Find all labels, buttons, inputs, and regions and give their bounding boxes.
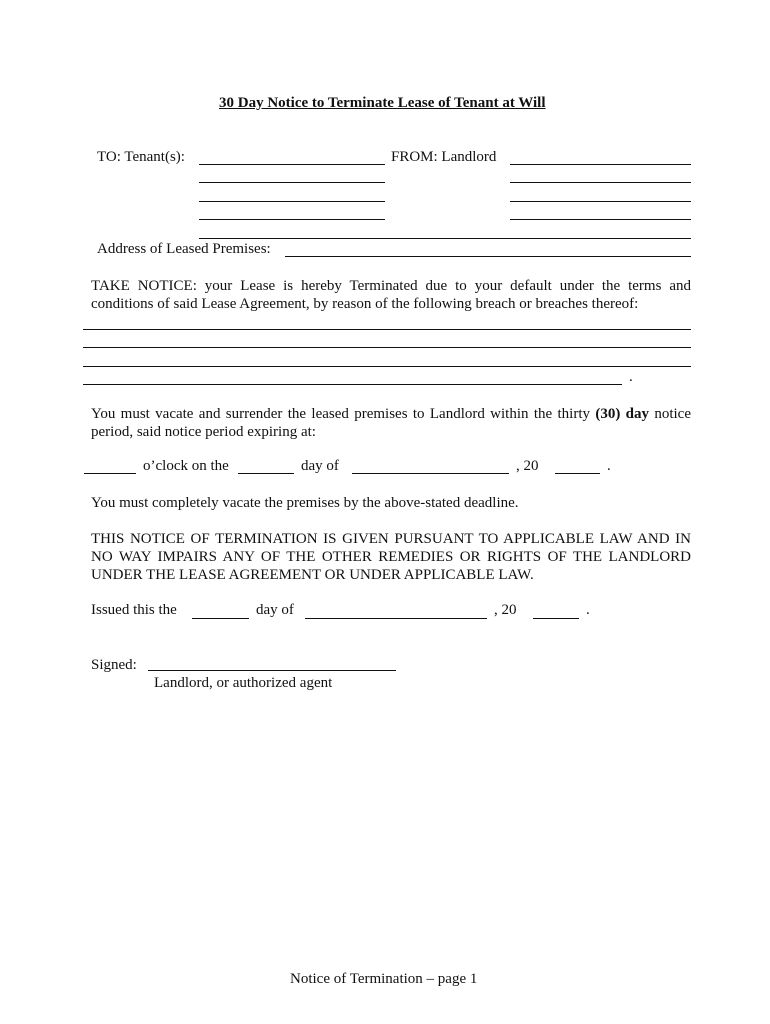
tenant-line-3[interactable] — [199, 201, 385, 202]
issued-year-blank[interactable] — [533, 618, 579, 619]
issued-month-blank[interactable] — [305, 618, 487, 619]
address-line[interactable] — [285, 256, 691, 257]
expiry-year-prefix: , 20 — [516, 458, 539, 474]
landlord-line-3[interactable] — [510, 201, 691, 202]
period-text-before: You must vacate and surrender the leased premises to Landlord within the thirty — [91, 406, 596, 422]
breach-line-1[interactable] — [83, 329, 691, 330]
issued-day-blank[interactable] — [192, 618, 249, 619]
landlord-line-2[interactable] — [510, 182, 691, 183]
from-landlord-label: FROM: Landlord — [391, 149, 497, 165]
expiry-day-blank[interactable] — [238, 473, 294, 474]
tenant-line-4[interactable] — [199, 219, 385, 220]
landlord-line-1[interactable] — [510, 164, 691, 165]
issued-label: Issued this the — [91, 602, 177, 618]
signer-caption: Landlord, or authorized agent — [154, 675, 333, 691]
issued-period: . — [586, 602, 590, 618]
to-tenant-label: TO: Tenant(s): — [97, 149, 185, 165]
deadline-paragraph: You must completely vacate the premises by the above-stated deadline. — [91, 495, 519, 511]
landlord-line-4[interactable] — [510, 219, 691, 220]
tenant-line-2[interactable] — [199, 182, 385, 183]
address-label: Address of Leased Premises: — [97, 241, 271, 257]
expiry-month-blank[interactable] — [352, 473, 509, 474]
hour-blank[interactable] — [84, 473, 136, 474]
tenant-line-1[interactable] — [199, 164, 385, 165]
signed-label: Signed: — [91, 657, 137, 673]
oclock-label: o’clock on the — [143, 458, 229, 474]
breach-period: . — [629, 369, 633, 385]
issued-day-of-label: day of — [256, 602, 294, 618]
period-text-after: notice period, said notice period expiring at: — [91, 406, 691, 440]
signature-line[interactable] — [148, 670, 396, 671]
expiry-day-of-label: day of — [301, 458, 339, 474]
breach-line-2[interactable] — [83, 347, 691, 348]
law-paragraph: THIS NOTICE OF TERMINATION IS GIVEN PURSUANT TO APPLICABLE LAW AND IN NO WAY IMPAIRS ANY OF THE OTHER REMEDIES OR RIGHTS OF THE LANDLORD UNDER THE LEASE AGREEMENT OR UNDER APPLICABLE LAW. — [91, 531, 691, 583]
period-text-bold: (30) day — [595, 406, 650, 422]
expiry-year-blank[interactable] — [555, 473, 600, 474]
notice-paragraph: TAKE NOTICE: your Lease is hereby Terminated due to your default under the terms and conditions of said Lease Agreement, by reason of the following breach or breaches thereof: — [91, 278, 691, 312]
expiry-period: . — [607, 458, 611, 474]
document-title: 30 Day Notice to Terminate Lease of Tenant at Will — [219, 95, 546, 111]
address-line-upper[interactable] — [199, 238, 691, 239]
breach-line-4[interactable] — [83, 384, 622, 385]
period-paragraph — [91, 405, 691, 441]
issued-year-prefix: , 20 — [494, 602, 517, 618]
breach-line-3[interactable] — [83, 366, 691, 367]
page-footer: Notice of Termination – page 1 — [290, 971, 478, 987]
